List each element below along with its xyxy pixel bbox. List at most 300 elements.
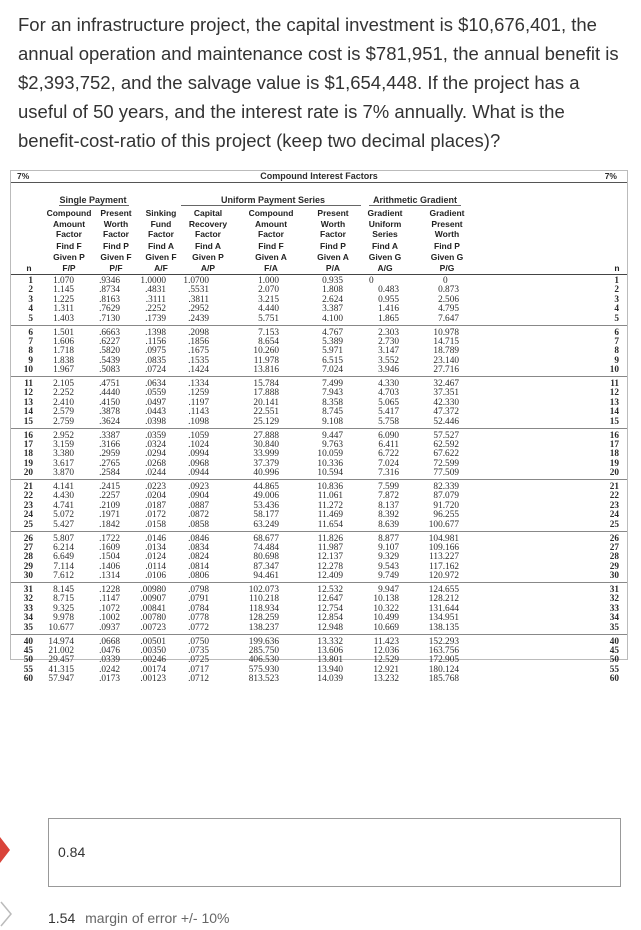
cell-ag: 10.499: [373, 613, 399, 624]
cell-pa: 12.754: [317, 603, 343, 614]
cell-fp: 1.403: [53, 313, 74, 324]
cell-n2: 20: [609, 468, 619, 479]
cell-pf: .0937: [99, 622, 120, 633]
cell-af: .0158: [145, 519, 166, 530]
cell-fp: 1.606: [53, 336, 74, 347]
cell-fp: 1.311: [53, 304, 74, 315]
cell-pg: 0.873: [438, 285, 459, 296]
cell-n: 30: [23, 571, 33, 582]
cell-fp: 5.807: [53, 533, 74, 544]
cell-pa: 12.137: [317, 552, 343, 563]
cell-fa: 63.249: [253, 519, 279, 530]
cell-ag: 4.330: [378, 379, 399, 389]
cell-n: 4: [28, 304, 33, 315]
cell-ag: 10.669: [373, 622, 399, 633]
cell-n2: 16: [609, 430, 619, 441]
cell-af: .3111: [145, 294, 166, 305]
cell-fp: 1.718: [53, 346, 74, 357]
cell-pa: 11.987: [317, 542, 343, 553]
cell-af: .0634: [145, 379, 166, 389]
cell-ag: 9.947: [378, 585, 399, 595]
cell-pf: .2584: [99, 468, 120, 479]
cell-ap: .0923: [188, 482, 209, 492]
table-row: [11, 366, 627, 375]
cell-ag: 12.529: [373, 655, 399, 666]
cell-af: .00350: [140, 645, 166, 656]
cell-pa: 13.801: [317, 655, 343, 666]
cell-fp: 2.105: [53, 379, 74, 389]
cell-fa: 30.840: [253, 439, 279, 450]
cell-pf: .2415: [99, 482, 120, 492]
cell-n: 17: [23, 439, 33, 450]
cell-ag: 9.749: [378, 571, 399, 582]
col-fp-name: Compound Amount Factor: [46, 208, 92, 239]
cell-ap: .1143: [188, 407, 209, 418]
cell-fp: 41.315: [48, 664, 74, 675]
cell-fp: 2.952: [53, 430, 74, 441]
cell-pf: .1842: [99, 519, 120, 530]
cell-pa: 3.387: [322, 304, 343, 315]
correct-answer: [48, 910, 229, 926]
cell-pf: .0339: [99, 655, 120, 666]
cell-pf: .1314: [99, 571, 120, 582]
cell-pf: .8163: [99, 294, 120, 305]
cell-pf: .5439: [99, 355, 120, 366]
cell-ap: .0887: [188, 500, 209, 511]
cell-pg: 77.509: [433, 468, 459, 479]
cell-ap: .1535: [188, 355, 209, 366]
cell-af: .00780: [140, 613, 166, 624]
cell-af: 1.0000: [140, 276, 166, 286]
cell-n2: 2: [614, 285, 619, 296]
cell-pa: 10.836: [317, 482, 343, 492]
cell-ap: .0791: [188, 594, 209, 605]
cell-n: 45: [23, 645, 33, 656]
cell-af: .00980: [140, 585, 166, 595]
cell-n: 9: [28, 355, 33, 366]
cell-ag: 6.090: [378, 430, 399, 441]
cell-n: 23: [23, 500, 33, 511]
cell-fa: 5.751: [258, 313, 279, 324]
cell-pf: .0173: [99, 674, 120, 685]
group-divider: [11, 531, 627, 532]
cell-fp: 9.978: [53, 613, 74, 624]
cell-pa: 6.515: [322, 355, 343, 366]
cell-n2: 30: [609, 571, 619, 582]
cell-af: .0172: [145, 510, 166, 521]
cell-pg: 7.647: [438, 313, 459, 324]
cell-n: 29: [23, 561, 33, 572]
group-underline: [369, 205, 461, 206]
cell-ap: .0798: [188, 585, 209, 595]
cell-ap: .0712: [188, 674, 209, 685]
cell-fa: 2.070: [258, 285, 279, 296]
cell-n: 50: [23, 655, 33, 666]
cell-fa: 27.888: [253, 430, 279, 441]
cell-ap: .0725: [188, 655, 209, 666]
cell-pa: 12.854: [317, 613, 343, 624]
cell-pg: 172.905: [428, 655, 459, 666]
cell-pa: 13.332: [317, 636, 343, 647]
cell-n2: 55: [609, 664, 619, 675]
col-fp-given: Find F Given P: [53, 241, 85, 262]
cell-fp: 6.214: [53, 542, 74, 553]
cell-ag: 7.872: [378, 491, 399, 502]
cell-ap: .2439: [188, 313, 209, 324]
cell-pg: 67.622: [433, 449, 459, 460]
cell-pg: 131.644: [428, 603, 459, 614]
col-fp-symbol: F/P: [62, 263, 76, 273]
cell-ap: .0717: [188, 664, 209, 675]
cell-n2: 13: [609, 397, 619, 408]
col-fa-given: Find F Given A: [255, 241, 287, 262]
cell-fa: 406.530: [248, 655, 279, 666]
cell-fp: 1.967: [53, 365, 74, 376]
cell-ag: 7.316: [378, 468, 399, 479]
cell-pg: 152.293: [428, 636, 459, 647]
group-underline: [59, 205, 129, 206]
cell-ap: .0772: [188, 622, 209, 633]
cell-ap: .1024: [188, 439, 209, 450]
cell-fa: 3.215: [258, 294, 279, 305]
cell-fa: 68.677: [253, 533, 279, 544]
cell-pf: .5820: [99, 346, 120, 357]
cell-pa: 10.594: [317, 468, 343, 479]
cell-pf: .3878: [99, 407, 120, 418]
cell-pa: 14.039: [317, 674, 343, 685]
cell-pg: 57.527: [433, 430, 459, 441]
col-af-symbol: A/F: [154, 263, 168, 273]
cell-af: .0398: [145, 416, 166, 427]
cell-n: 2: [28, 285, 33, 296]
cell-pf: .1722: [99, 533, 120, 544]
col-af-given: Find A Given F: [145, 241, 177, 262]
cell-pg: 62.592: [433, 439, 459, 450]
cell-ag: 8.639: [378, 519, 399, 530]
cell-pg: 42.330: [433, 397, 459, 408]
cell-fa: 138.237: [248, 622, 279, 633]
cell-fp: 14.974: [48, 636, 74, 647]
cell-fp: 1.838: [53, 355, 74, 366]
cell-pf: .2959: [99, 449, 120, 460]
cell-pa: 11.272: [317, 500, 343, 511]
cell-af: .4831: [145, 285, 166, 296]
cell-fa: 199.636: [248, 636, 279, 647]
cell-n2: 12: [609, 388, 619, 399]
group-divider: [11, 428, 627, 429]
cell-n2: 8: [614, 346, 619, 357]
col-pg-symbol: P/G: [439, 263, 455, 273]
cell-n2: 31: [609, 585, 619, 595]
cell-fa: 44.865: [253, 482, 279, 492]
cell-pf: .0242: [99, 664, 120, 675]
cell-ag: 9.543: [378, 561, 399, 572]
cell-n: 10: [23, 365, 33, 376]
cell-n2: 33: [609, 603, 619, 614]
cell-af: .00841: [140, 603, 166, 614]
cell-pg: 124.655: [428, 585, 459, 595]
cell-fa: 94.461: [253, 571, 279, 582]
cell-n: 5: [28, 313, 33, 324]
correct-answer-arrow-icon: [0, 901, 13, 927]
cell-ag: 2.730: [378, 336, 399, 347]
cell-n: 21: [23, 482, 33, 492]
cell-fa: 80.698: [253, 552, 279, 563]
cell-pg: 18.789: [433, 346, 459, 357]
group-divider: [11, 582, 627, 583]
cell-fp: 2.759: [53, 416, 74, 427]
cell-n2: 4: [614, 304, 619, 315]
cell-ap: .0846: [188, 533, 209, 544]
cell-n: 11: [24, 379, 33, 389]
cell-pa: 11.826: [317, 533, 343, 544]
submitted-answer: 0.84: [58, 844, 86, 860]
cell-pg: 82.339: [433, 482, 459, 492]
cell-fa: 575.930: [248, 664, 279, 675]
cell-ag: 7.024: [378, 458, 399, 469]
cell-n2: 26: [609, 533, 619, 544]
cell-pf: .1072: [99, 603, 120, 614]
cell-ap: .0834: [188, 542, 209, 553]
cell-af: .0294: [145, 449, 166, 460]
cell-af: .00246: [140, 655, 166, 666]
cell-n2: 5: [614, 313, 619, 324]
cell-ap: .0824: [188, 552, 209, 563]
cell-pg: 104.981: [428, 533, 459, 544]
cell-pg: 14.715: [433, 336, 459, 347]
cell-pf: .6663: [99, 327, 120, 338]
cell-pg: 0: [443, 276, 448, 286]
cell-ap: .0994: [188, 449, 209, 460]
cell-n2: 15: [609, 416, 619, 427]
cell-pg: 113.227: [429, 552, 459, 563]
cell-fa: 1.000: [258, 276, 279, 286]
cell-pf: .3387: [99, 430, 120, 441]
cell-n2: 9: [614, 355, 619, 366]
cell-ag: 7.599: [378, 482, 399, 492]
cell-n: 16: [23, 430, 33, 441]
cell-n: 35: [23, 622, 33, 633]
cell-n: 14: [23, 407, 33, 418]
table-row: [11, 572, 627, 581]
cell-ag: 3.946: [378, 365, 399, 376]
group-header-uniform: Uniform Payment Series: [220, 195, 326, 205]
cell-n2: 21: [609, 482, 619, 492]
cell-pa: 12.278: [317, 561, 343, 572]
cell-ap: .0872: [188, 510, 209, 521]
table-row: [11, 469, 627, 478]
cell-af: .0124: [145, 552, 166, 563]
cell-n: 28: [23, 552, 33, 563]
cell-fa: 15.784: [253, 379, 279, 389]
cell-fa: 37.379: [253, 458, 279, 469]
cell-n: 25: [23, 519, 33, 530]
cell-pg: 32.467: [433, 379, 459, 389]
cell-pa: 7.499: [322, 379, 343, 389]
cell-ap: .0858: [188, 519, 209, 530]
table-row: [11, 315, 627, 324]
group-divider: [11, 325, 627, 326]
cell-fa: 17.888: [253, 388, 279, 399]
cell-n: 13: [23, 397, 33, 408]
cell-n: 6: [28, 327, 33, 338]
cell-n: 40: [23, 636, 33, 647]
cell-n2: 50: [609, 655, 619, 666]
cell-af: .0268: [145, 458, 166, 469]
cell-n: 18: [23, 449, 33, 460]
cell-af: .00907: [140, 594, 166, 605]
cell-pa: 12.647: [317, 594, 343, 605]
cell-ag: 8.392: [378, 510, 399, 521]
cell-pa: 12.409: [317, 571, 343, 582]
col-n2-symbol: n: [614, 263, 620, 273]
cell-ap: .0784: [188, 603, 209, 614]
cell-ag: 3.147: [378, 346, 399, 357]
cell-ap: .1424: [188, 365, 209, 376]
cell-pg: 10.978: [433, 327, 459, 338]
answer-input[interactable]: [48, 818, 621, 887]
cell-ap: .0944: [188, 468, 209, 479]
cell-pg: 163.756: [428, 645, 459, 656]
col-ap-name: Capital Recovery Factor: [188, 208, 228, 239]
col-pf-symbol: P/F: [109, 263, 123, 273]
cell-n2: 32: [609, 594, 619, 605]
cell-pf: .7130: [99, 313, 120, 324]
cell-pa: 4.767: [322, 327, 343, 338]
cell-n2: 40: [609, 636, 619, 647]
cell-af: .0324: [145, 439, 166, 450]
cell-ag: 11.423: [373, 636, 399, 647]
cell-pg: 185.768: [428, 674, 459, 685]
cell-fa: 7.153: [258, 327, 279, 338]
cell-ag: 6.722: [378, 449, 399, 460]
cell-fp: 2.579: [53, 407, 74, 418]
cell-fp: 7.114: [53, 561, 74, 572]
cell-fp: 5.072: [53, 510, 74, 521]
cell-fa: 87.347: [253, 561, 279, 572]
cell-pa: 4.100: [322, 313, 343, 324]
cell-pa: 9.108: [322, 416, 343, 427]
cell-pg: 117.162: [429, 561, 459, 572]
cell-pf: .9346: [99, 276, 120, 286]
cell-pa: 11.469: [317, 510, 343, 521]
cell-ag: 0: [369, 276, 374, 286]
cell-ag: 0.955: [378, 294, 399, 305]
cell-fp: 3.380: [53, 449, 74, 460]
cell-fa: 110.218: [249, 594, 279, 605]
cell-fp: 3.617: [53, 458, 74, 469]
col-ag-given: Find A Given G: [368, 241, 402, 262]
col-pa-given: Find P Given A: [317, 241, 349, 262]
cell-ap: .2952: [188, 304, 209, 315]
cell-ag: 5.758: [378, 416, 399, 427]
cell-af: .0724: [145, 365, 166, 376]
cell-pg: 72.599: [433, 458, 459, 469]
cell-pf: .1406: [99, 561, 120, 572]
col-ap-given: Find A Given P: [192, 241, 224, 262]
cell-fp: 5.427: [53, 519, 74, 530]
cell-ap: .0968: [188, 458, 209, 469]
cell-fp: 29.457: [48, 655, 74, 666]
cell-ap: .1675: [188, 346, 209, 357]
cell-fp: 3.159: [53, 439, 74, 450]
cell-pg: 52.446: [433, 416, 459, 427]
cell-pa: 8.358: [322, 397, 343, 408]
cell-pa: 7.943: [322, 388, 343, 399]
cell-pg: 4.795: [438, 304, 459, 315]
cell-pg: 128.212: [428, 594, 459, 605]
cell-pa: 7.024: [322, 365, 343, 376]
cell-fa: 20.141: [253, 397, 279, 408]
cell-pf: .2765: [99, 458, 120, 469]
cell-n2: 24: [609, 510, 619, 521]
cell-pg: 37.351: [433, 388, 459, 399]
cell-ap: .1098: [188, 416, 209, 427]
cell-pf: .3166: [99, 439, 120, 450]
cell-pg: 109.166: [428, 542, 459, 553]
cell-fp: 6.649: [53, 552, 74, 563]
cell-n2: 10: [609, 365, 619, 376]
cell-fp: 4.430: [53, 491, 74, 502]
cell-ap: .0778: [188, 613, 209, 624]
cell-pg: 47.372: [433, 407, 459, 418]
cell-af: .0559: [145, 388, 166, 399]
cell-pa: 2.624: [322, 294, 343, 305]
cell-fp: 8.145: [53, 585, 74, 595]
cell-n: 31: [23, 585, 33, 595]
cell-fa: 4.440: [258, 304, 279, 315]
cell-fa: 102.073: [248, 585, 279, 595]
cell-pf: .5083: [99, 365, 120, 376]
cell-pa: 1.808: [322, 285, 343, 296]
cell-ap: .2098: [188, 327, 209, 338]
cell-fp: 1.070: [53, 276, 74, 286]
cell-af: .0146: [145, 533, 166, 544]
cell-n: 34: [23, 613, 33, 624]
cell-fp: 4.141: [53, 482, 74, 492]
cell-ag: 1.865: [378, 313, 399, 324]
cell-ag: 10.322: [373, 603, 399, 614]
cell-af: .0359: [145, 430, 166, 441]
cell-n2: 28: [609, 552, 619, 563]
cell-pa: 8.745: [322, 407, 343, 418]
cell-ap: .0750: [188, 636, 209, 647]
cell-pg: 27.716: [433, 365, 459, 376]
cell-ag: 8.137: [378, 500, 399, 511]
cell-pf: .2109: [99, 500, 120, 511]
cell-af: .0187: [145, 500, 166, 511]
cell-pf: .0476: [99, 645, 120, 656]
group-divider: [11, 479, 627, 480]
rate-label-left: 7%: [17, 171, 30, 181]
cell-pa: 13.940: [317, 664, 343, 675]
cell-ag: 12.921: [373, 664, 399, 675]
cell-af: .00174: [140, 664, 166, 675]
cell-af: .0223: [145, 482, 166, 492]
cell-ag: 6.411: [378, 439, 399, 450]
cell-pf: .1609: [99, 542, 120, 553]
cell-n: 32: [23, 594, 33, 605]
cell-ap: .1334: [188, 379, 209, 389]
cell-af: .0835: [145, 355, 166, 366]
cell-n2: 19: [609, 458, 619, 469]
cell-fp: 2.252: [53, 388, 74, 399]
cell-ap: .1059: [188, 430, 209, 441]
col-pa-symbol: P/A: [325, 263, 341, 273]
cell-af: .0497: [145, 397, 166, 408]
cell-pf: .3624: [99, 416, 120, 427]
group-underline: [181, 205, 361, 206]
